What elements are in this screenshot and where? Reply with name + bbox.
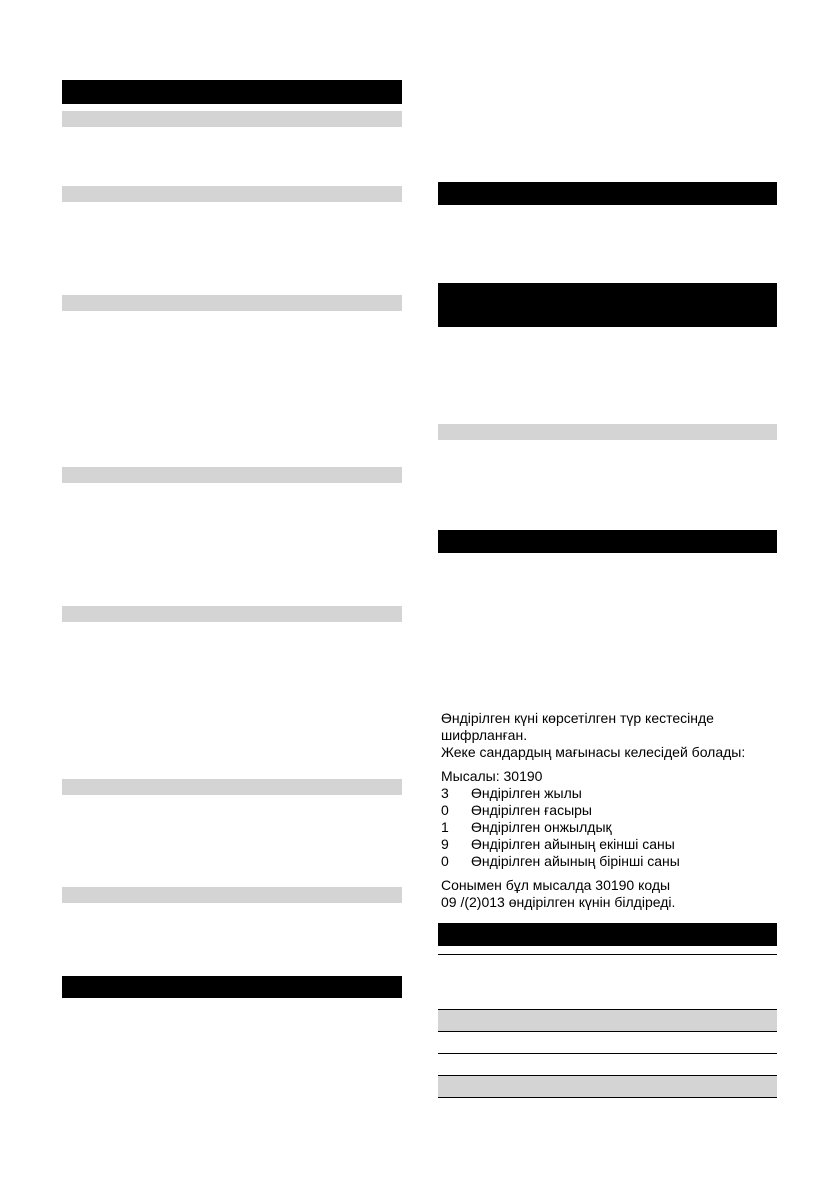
subsection-heading-bar: [438, 424, 777, 440]
table-rule: [438, 954, 777, 955]
section-heading-bar: [62, 80, 402, 104]
list-item: 0 Өндірілген айының бірінші саны: [441, 853, 680, 869]
section-heading-bar: [438, 530, 777, 553]
list-item: 9 Өндірілген айының екінші саны: [441, 836, 675, 852]
list-item: 0 Өндірілген ғасыры: [441, 802, 592, 818]
list-item: 3 Өндірілген жылы: [441, 785, 582, 801]
table-rule: [438, 1053, 777, 1054]
subsection-heading-bar: [62, 467, 402, 483]
date-code-conclusion: Сонымен бұл мысалда 30190 коды 09 /(2)013 өндірілген күнін білдіреді.: [441, 877, 676, 910]
list-item: 1 Өндірілген онжылдық: [441, 819, 612, 835]
table-row: [438, 1010, 777, 1031]
subsection-heading-bar: [62, 779, 402, 795]
section-heading-bar: [438, 182, 777, 205]
subsection-heading-bar: [62, 111, 402, 127]
section-heading-bar: [62, 976, 402, 998]
subsection-heading-bar: [62, 186, 402, 202]
table-rule: [438, 1031, 777, 1032]
date-code-intro: Өндірілген күні көрсетілген түр кестесінде шифрланған. Жеке сандардың мағынасы келесідей болады:: [441, 710, 746, 760]
table-rule: [438, 1097, 777, 1098]
section-heading-bar: [438, 923, 777, 946]
subsection-heading-bar: [62, 295, 402, 311]
subsection-heading-bar: [62, 887, 402, 903]
date-code-example: Мысалы: 30190: [441, 768, 543, 784]
section-heading-bar: [438, 283, 777, 327]
subsection-heading-bar: [62, 606, 402, 622]
table-row: [438, 1076, 777, 1097]
date-code-list: [441, 785, 680, 870]
